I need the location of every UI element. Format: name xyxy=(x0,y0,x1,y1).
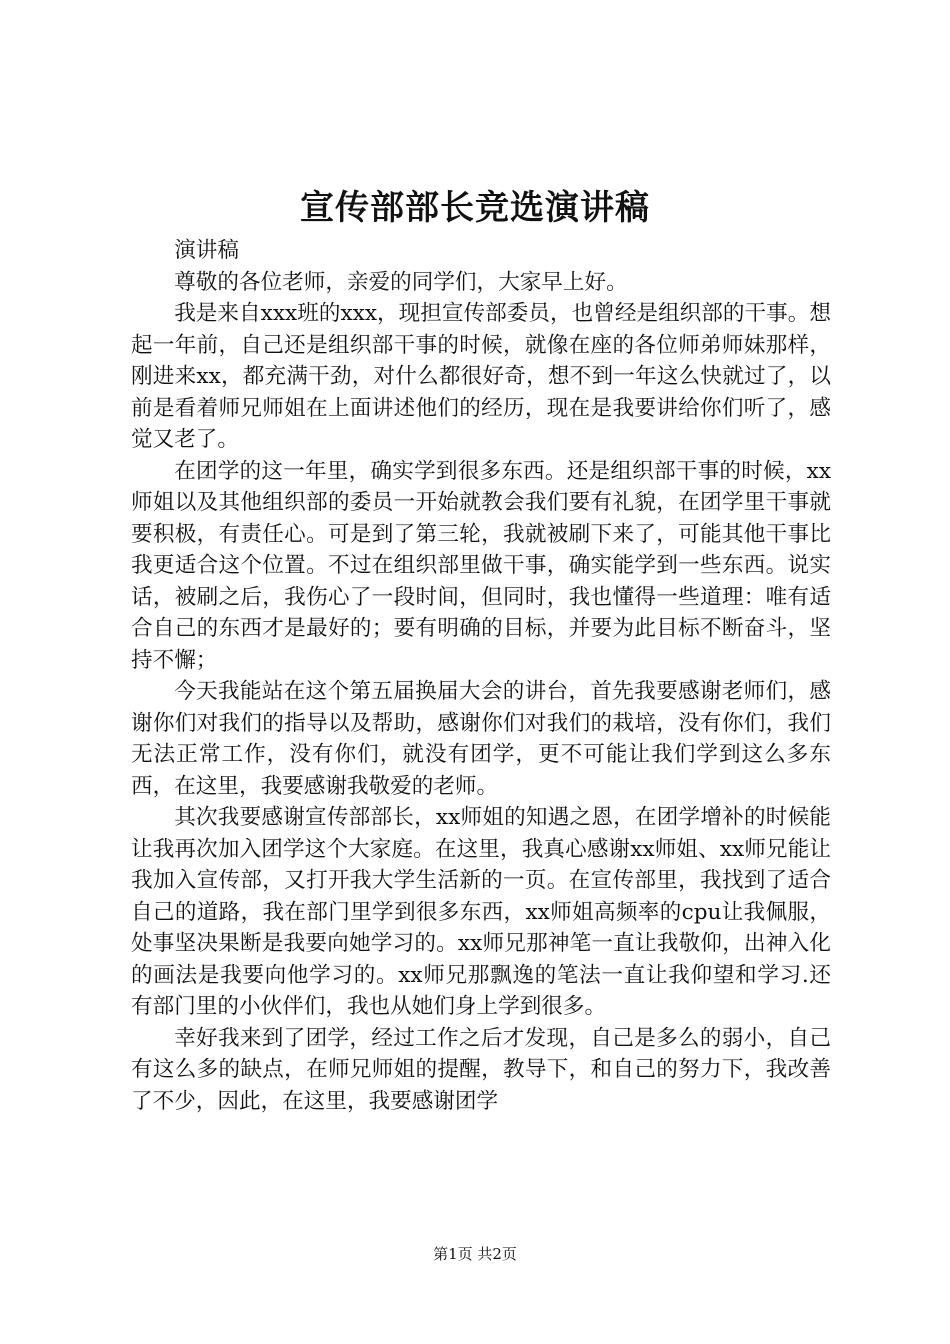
paragraph-greeting: 尊敬的各位老师，亲爱的同学们，大家早上好。 xyxy=(174,269,628,295)
document-body xyxy=(131,235,831,1117)
paragraph: 在团学的这一年里，确实学到很多东西。还是组织部干事的时候，xx师姐以及其他组织部的委员一开始就教会我们要有礼貌，在团学里干事就要积极，有责任心。可是到了第三轮，我就被刷下来了，可能其他干事比我更适合这个位置。不过在组织部里做干事，确实能学到一些东西。说实话，被刷之后，我伤心了一段时间，但同时，我也懂得一些道理：唯有适合自己的东西才是最好的；要有明确的目标，并要为此目标不断奋斗，坚持不懈； xyxy=(131,458,831,673)
paragraph: 我是来自xxx班的xxx，现担宣传部委员，也曾经是组织部的干事。想起一年前，自己还是组织部干事的时候，就像在座的各位师弟师妹那样，刚进来xx，都充满干劲，对什么都很好奇，想不到一年这么快就过了，以前是看着师兄师姐在上面讲述他们的经历，现在是我要讲给你们听了，感觉又老了。 xyxy=(131,301,831,452)
paragraph: 今天我能站在这个第五届换届大会的讲台，首先我要感谢老师们，感谢你们对我们的指导以及帮助，感谢你们对我们的栽培，没有你们，我们无法正常工作，没有你们，就没有团学，更不可能让我们学到这么多东西，在这里，我要感谢我敬爱的老师。 xyxy=(131,679,831,799)
paragraph-heading: 演讲稿 xyxy=(174,238,239,263)
paragraph: 其次我要感谢宣传部部长，xx师姐的知遇之恩，在团学增补的时候能让我再次加入团学这个大家庭。在这里，我真心感谢xx师姐、xx师兄能让我加入宣传部，又打开我大学生活新的一页。在宣传部里，我找到了适合自己的道路，我在部门里学到很多东西，xx师姐高频率的cpu让我佩服，处事坚决果断是我要向她学习的。xx师兄那神笔一直让我敬仰，出神入化的画法是我要向他学习的。xx师兄那飘逸的笔法一直让我仰望和学习.还有部门里的小伙伴们，我也从她们身上学到很多。 xyxy=(131,805,831,1019)
paragraph: 幸好我来到了团学，经过工作之后才发现，自己是多么的弱小，自己有这么多的缺点，在师兄师姐的提醒，教导下，和自己的努力下，我改善了不少，因此，在这里，我要感谢团学 xyxy=(131,1025,831,1114)
document-title: 宣传部部长竞选演讲稿 xyxy=(300,188,650,228)
page-footer: 第1页 共2页 xyxy=(433,1245,517,1263)
